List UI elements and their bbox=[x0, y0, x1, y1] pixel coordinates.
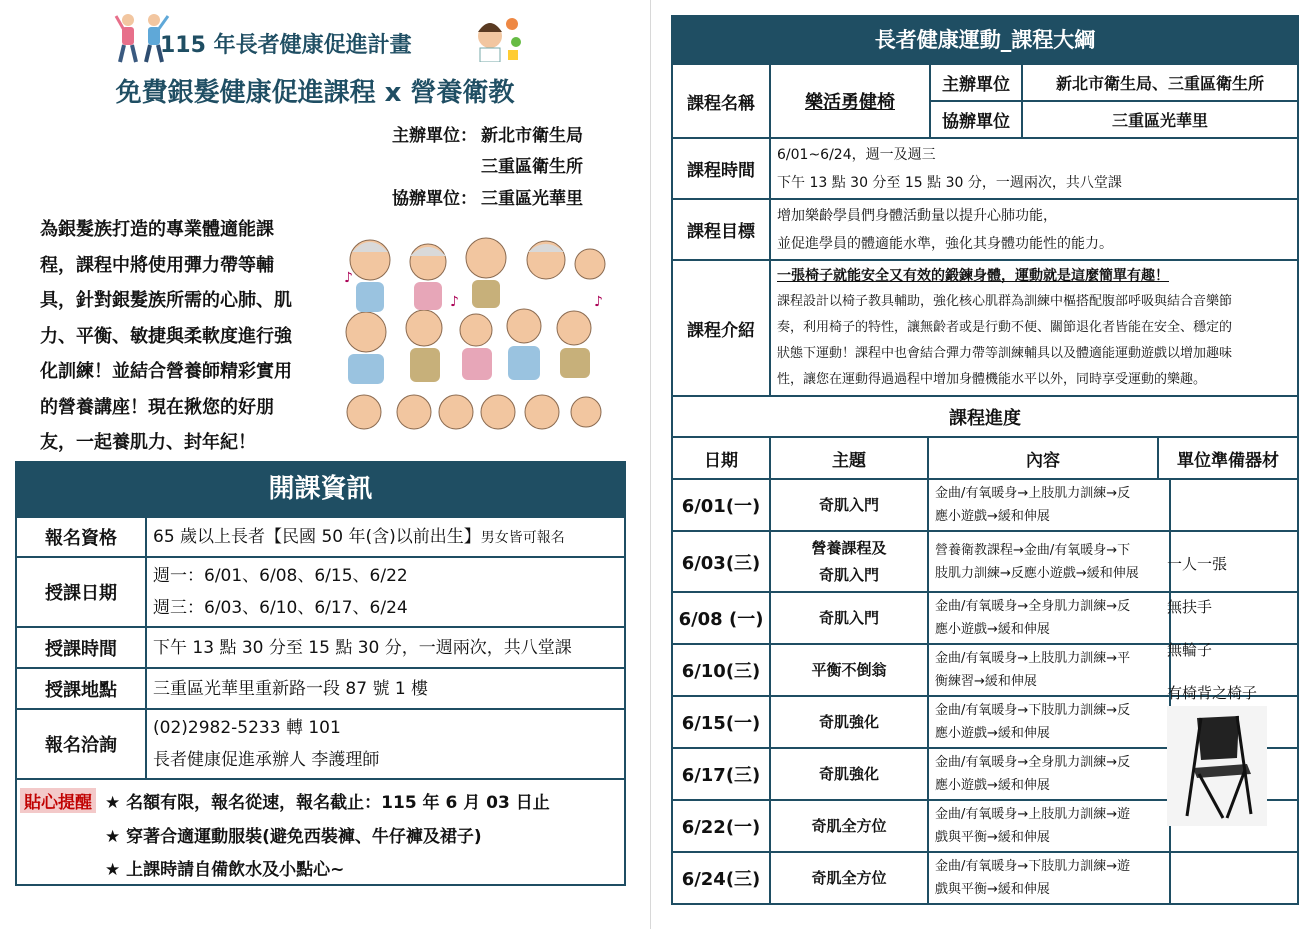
host-label: 主辦單位 bbox=[931, 65, 1023, 100]
schedule-topic bbox=[771, 532, 929, 591]
schedule-topic: 平衡不倒翁 bbox=[771, 645, 929, 695]
schedule-date: 6/03(三) bbox=[673, 532, 771, 591]
course-goal-row bbox=[673, 198, 1297, 259]
content-line: 肢肌力訓練→反應小遊戲→緩和伸展 bbox=[935, 565, 1139, 581]
schedule-date: 6/15(一) bbox=[673, 697, 771, 747]
topic-line: 奇肌入門 bbox=[818, 565, 879, 584]
schedule-content bbox=[929, 480, 1171, 530]
cohost-label: 協辦單位： bbox=[392, 189, 477, 209]
info-row-dates bbox=[17, 556, 624, 626]
time-line: 6/01~6/24，週一及週三 bbox=[777, 146, 936, 163]
page-divider bbox=[650, 0, 651, 929]
header-topic: 主題 bbox=[771, 438, 929, 478]
info-row-eligibility bbox=[17, 516, 624, 556]
left-title: 115 年長者健康促進計畫 bbox=[160, 33, 412, 58]
host-line2: 三重區衛生所 bbox=[481, 157, 583, 177]
schedule-topic: 奇肌全方位 bbox=[771, 853, 929, 903]
info-row-contact bbox=[17, 708, 624, 778]
intro-line: 友，一起養肌力、封年紀！ bbox=[40, 432, 256, 453]
schedule-content bbox=[929, 593, 1171, 643]
schedule-content bbox=[929, 801, 1171, 851]
intro-text bbox=[40, 212, 330, 461]
schedule-topic: 奇肌強化 bbox=[771, 749, 929, 799]
content-line: 應小遊戲→緩和伸展 bbox=[935, 509, 1050, 524]
organizer-cohost-row bbox=[931, 102, 1297, 137]
row-value bbox=[147, 558, 624, 626]
contact-person: 長者健康促進承辦人 李護理師 bbox=[153, 750, 380, 770]
info-row-location bbox=[17, 667, 624, 708]
content-line: 戲與平衡→緩和伸展 bbox=[935, 830, 1050, 845]
tips-section bbox=[17, 778, 624, 884]
content-line: 金曲/有氧暖身→下肢肌力訓練→反 bbox=[935, 703, 1131, 718]
schedule-date: 6/01(一) bbox=[673, 480, 771, 530]
course-info-table bbox=[15, 461, 626, 886]
intro-line: 程，課程中將使用彈力帶等輔 bbox=[40, 254, 274, 276]
schedule-date: 6/08 (一) bbox=[673, 593, 771, 643]
schedule-date: 6/24(三) bbox=[673, 853, 771, 903]
intro-line: 的營養講座！現在揪您的好朋 bbox=[40, 396, 274, 418]
svg-text:♪: ♪ bbox=[450, 294, 459, 310]
schedule-header bbox=[673, 436, 1297, 478]
row-value bbox=[147, 710, 624, 778]
header-date: 日期 bbox=[673, 438, 771, 478]
header-content: 內容 bbox=[929, 438, 1159, 478]
host-label: 主辦單位： bbox=[392, 126, 477, 146]
content-line: 應小遊戲→緩和伸展 bbox=[935, 622, 1050, 637]
course-info-title: 開課資訊 bbox=[17, 463, 624, 516]
schedule-date: 6/22(一) bbox=[673, 801, 771, 851]
course-name: 樂活勇健椅 bbox=[771, 65, 931, 137]
schedule-content bbox=[929, 645, 1171, 695]
elderly-exercise-illustration bbox=[338, 232, 608, 440]
content-line: 金曲/有氧暖身→上肢肌力訓練→平 bbox=[935, 651, 1131, 666]
schedule-body bbox=[673, 478, 1297, 903]
content-line: 金曲/有氧暖身→上肢肌力訓練→遊 bbox=[935, 807, 1131, 822]
tip-item: ★ 上課時請自備飲水及小點心~ bbox=[105, 860, 345, 880]
schedule-content bbox=[929, 749, 1171, 799]
row-value bbox=[147, 669, 624, 708]
intro-value bbox=[771, 261, 1297, 395]
dates-monday: 週一：6/01、6/08、6/15、6/22 bbox=[153, 566, 408, 586]
schedule-topic: 奇肌入門 bbox=[771, 593, 929, 643]
content-line: 應小遊戲→緩和伸展 bbox=[935, 726, 1050, 741]
row-key: 報名資格 bbox=[17, 518, 147, 556]
schedule-date: 6/17(三) bbox=[673, 749, 771, 799]
intro-line: 狀態下運動！課程中也會結合彈力帶等訓練輔具以及體適能運動遊戲以增加趣味 bbox=[777, 346, 1233, 361]
row-value bbox=[147, 518, 624, 556]
goal-line: 並促進學員的體適能水準，強化其身體功能性的能力。 bbox=[777, 235, 1113, 252]
intro-line: 力、平衡、敏捷與柔軟度進行強 bbox=[40, 325, 292, 347]
organizer-host-row bbox=[931, 65, 1297, 102]
content-line: 營養衛教課程→金曲/有氧暖身→下 bbox=[935, 542, 1131, 558]
row-key: 報名洽詢 bbox=[17, 710, 147, 778]
equipment-item: 有椅背之椅子 bbox=[1167, 684, 1258, 702]
svg-text:♪: ♪ bbox=[344, 270, 353, 286]
schedule-topic: 奇肌全方位 bbox=[771, 801, 929, 851]
course-name-row bbox=[673, 63, 1297, 137]
intro-line: 性，讓您在運動得過過程中增加身體機能水平以外，同時享受運動的樂趣。 bbox=[777, 372, 1207, 387]
schedule-content bbox=[929, 853, 1171, 903]
dates-wednesday: 週三：6/03、6/10、6/17、6/24 bbox=[153, 598, 408, 618]
goal-value bbox=[771, 200, 1297, 259]
progress-title bbox=[673, 395, 1297, 436]
syllabus-title: 長者健康運動_課程大綱 bbox=[673, 17, 1297, 63]
time-label: 課程時間 bbox=[673, 139, 771, 198]
time-text: 下午 13 點 30 分至 15 點 30 分，一週兩次，共八堂課 bbox=[153, 637, 572, 658]
cohost-name: 三重區光華里 bbox=[481, 189, 583, 209]
left-subtitle: 免費銀髮健康促進課程 x 營養衛教 bbox=[115, 78, 515, 108]
equipment-cell bbox=[1159, 478, 1295, 898]
syllabus-table bbox=[671, 15, 1299, 905]
intro-line: 奏，利用椅子的特性，讓無齡者或是行動不便、關節退化者皆能在安全、穩定的 bbox=[777, 320, 1233, 335]
content-line: 衡練習→緩和伸展 bbox=[935, 674, 1037, 689]
row-key: 授課日期 bbox=[17, 558, 147, 626]
equipment-item: 一人一張 bbox=[1167, 555, 1228, 573]
progress-title-text: 課程進度 bbox=[949, 407, 1021, 429]
course-time-row bbox=[673, 137, 1297, 198]
schedule-topic: 奇肌強化 bbox=[771, 697, 929, 747]
intro-line: 課程設計以椅子教具輔助，強化核心肌群為訓練中樞搭配腹部呼吸與結合音樂節 bbox=[777, 294, 1233, 309]
row-key: 授課地點 bbox=[17, 669, 147, 708]
time-value bbox=[771, 139, 1297, 198]
contact-phone: (02)2982-5233 轉 101 bbox=[153, 718, 341, 738]
schedule-date: 6/10(三) bbox=[673, 645, 771, 695]
eligibility-text: 65 歲以上長者【民國 50 年(含)以前出生】 bbox=[153, 526, 481, 547]
folding-chair-icon bbox=[1167, 706, 1267, 826]
host-line1: 新北市衛生局 bbox=[481, 126, 583, 146]
host-name: 新北市衛生局、三重區衛生所 bbox=[1055, 74, 1264, 93]
goal-label: 課程目標 bbox=[673, 200, 771, 259]
cohost-name: 三重區光華里 bbox=[1111, 111, 1208, 130]
location-text: 三重區光華里重新路一段 87 號 1 樓 bbox=[153, 678, 429, 699]
nutrition-icon bbox=[468, 10, 524, 62]
intro-line: 為銀髮族打造的專業體適能課 bbox=[40, 219, 274, 240]
topic-line: 營養課程及 bbox=[811, 538, 887, 557]
content-line: 金曲/有氧暖身→全身肌力訓練→反 bbox=[935, 599, 1131, 614]
intro-line: 具，針對銀髮族所需的心肺、肌 bbox=[40, 290, 292, 311]
header-equipment: 單位準備器材 bbox=[1177, 450, 1279, 471]
content-line: 應小遊戲→緩和伸展 bbox=[935, 778, 1050, 793]
schedule-content bbox=[929, 697, 1171, 747]
goal-line: 增加樂齡學員們身體活動量以提升心肺功能， bbox=[777, 207, 1057, 224]
organizer-block bbox=[931, 65, 1297, 137]
course-intro-row bbox=[673, 259, 1297, 395]
intro-label: 課程介紹 bbox=[673, 261, 771, 395]
content-line: 戲與平衡→緩和伸展 bbox=[935, 882, 1050, 897]
content-line: 金曲/有氧暖身→上肢肌力訓練→反 bbox=[935, 486, 1131, 501]
cohost-label: 協辦單位 bbox=[931, 102, 1023, 137]
time-line: 下午 13 點 30 分至 15 點 30 分，一週兩次，共八堂課 bbox=[777, 174, 1122, 191]
tip-item: ★ 穿著合適運動服裝(避免西裝褲、牛仔褲及裙子) bbox=[105, 827, 482, 847]
eligibility-note: 男女皆可報名 bbox=[480, 529, 565, 546]
course-name-label: 課程名稱 bbox=[673, 65, 771, 137]
svg-text:♪: ♪ bbox=[594, 294, 603, 310]
intro-line: 化訓練！並結合營養師精彩實用 bbox=[40, 361, 292, 382]
content-line: 金曲/有氧暖身→全身肌力訓練→反 bbox=[935, 755, 1131, 770]
content-line: 金曲/有氧暖身→下肢肌力訓練→遊 bbox=[935, 859, 1131, 874]
tips-badge: 貼心提醒 bbox=[20, 788, 96, 813]
intro-headline: 一張椅子就能安全又有效的鍛鍊身體，運動就是這麼簡單有趣！ bbox=[777, 268, 1169, 284]
equipment-item: 無扶手 bbox=[1167, 598, 1213, 616]
row-value bbox=[147, 628, 624, 667]
tip-item: ★ 名額有限，報名從速，報名截止：115 年 6 月 03 日止 bbox=[105, 793, 550, 813]
row-key: 授課時間 bbox=[17, 628, 147, 667]
equipment-item: 無輪子 bbox=[1167, 641, 1213, 659]
schedule-topic: 奇肌入門 bbox=[771, 480, 929, 530]
info-row-time bbox=[17, 626, 624, 667]
schedule-content bbox=[929, 532, 1171, 591]
